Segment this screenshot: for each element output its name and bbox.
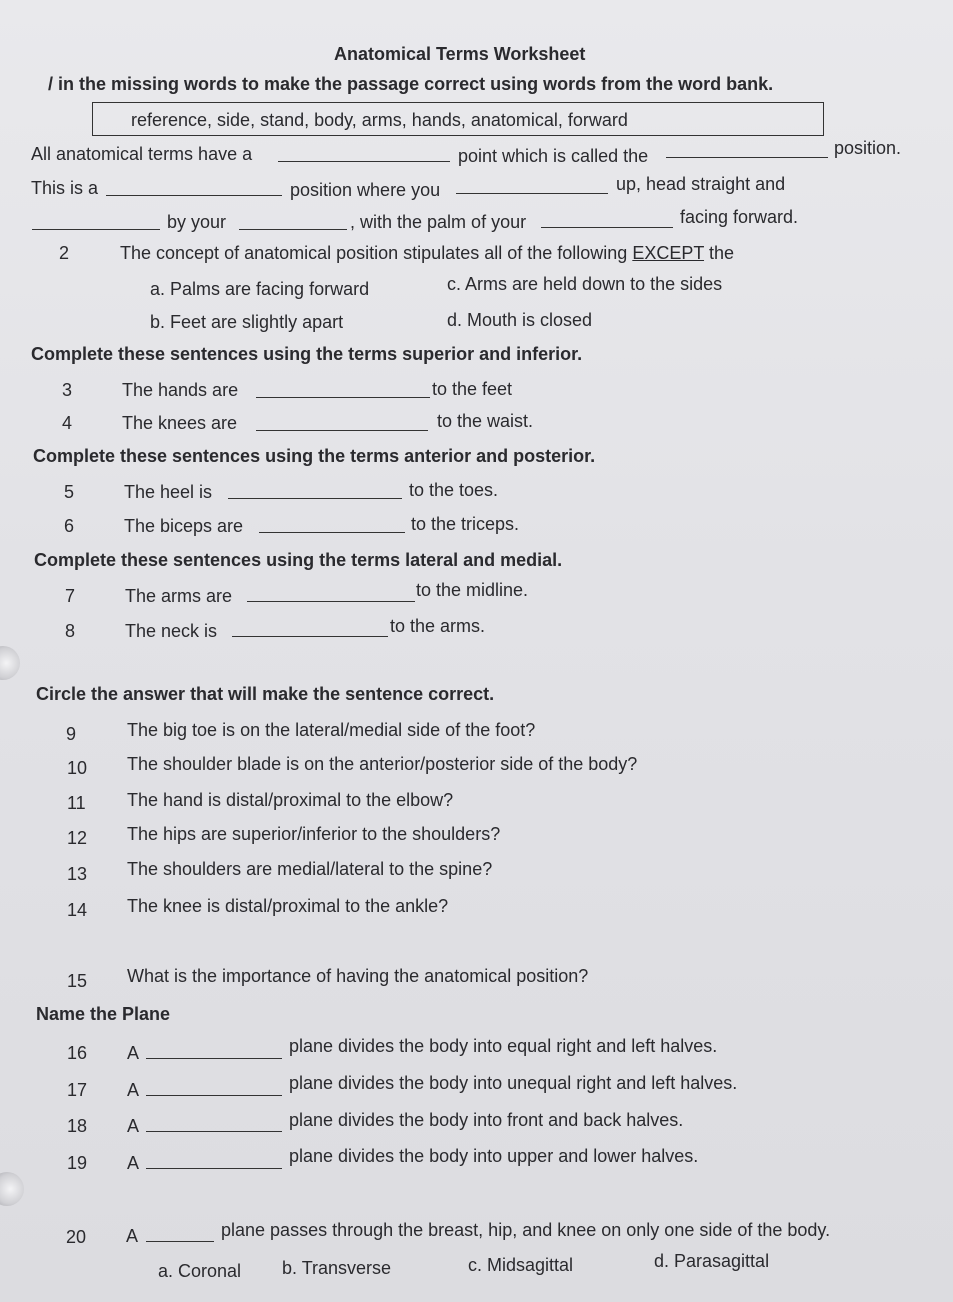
passage-text: position where you [290,180,441,200]
blank[interactable] [146,1116,282,1137]
choice-d[interactable]: d. Parasagittal [654,1251,770,1271]
blank[interactable] [247,586,415,607]
question-number: 7 [65,586,76,606]
blank[interactable] [456,178,608,199]
question-text[interactable]: The hips are superior/inferior to the shoulders? [127,824,501,844]
blank[interactable] [146,1153,282,1174]
blank[interactable] [106,180,282,201]
blank[interactable] [232,621,388,642]
binder-hole-bottom [0,1172,24,1206]
passage-text: point which is called the [458,146,649,166]
section-heading: Complete these sentences using the terms superior and inferior. [31,344,583,364]
choice-a[interactable]: a. Coronal [158,1261,242,1281]
question-text: plane divides the body into equal right and left halves. [289,1036,718,1056]
passage-text: All anatomical terms have a [31,144,253,164]
answer-letter: A [127,1153,140,1173]
question-text: to the toes. [409,480,499,500]
question-text: to the waist. [437,411,534,431]
question-text [120,243,734,264]
question-text: plane divides the body into upper and lower halves. [289,1146,699,1166]
answer-letter: A [127,1043,140,1063]
question-number: 8 [65,621,76,641]
question-number: 20 [66,1227,87,1247]
question-text[interactable]: The shoulders are medial/lateral to the spine? [127,859,493,879]
blank[interactable] [278,146,450,167]
question-text: The hands are [122,380,239,400]
question-text: What is the importance of having the anatomical position? [127,966,589,986]
blank[interactable] [239,214,347,235]
section-heading: Name the Plane [36,1004,171,1024]
question-number: 9 [66,724,77,744]
choice-d[interactable]: d. Mouth is closed [447,310,593,330]
question-number: 19 [67,1153,88,1173]
choice-c[interactable]: c. Arms are held down to the sides [447,274,723,294]
instruction: / in the missing words to make the passage correct using words from the word bank. [48,74,774,94]
question-text[interactable]: The shoulder blade is on the anterior/posterior side of the body? [127,754,638,774]
question-text: The arms are [125,586,233,606]
choice-b[interactable]: b. Feet are slightly apart [150,312,344,332]
question-number: 5 [64,482,75,502]
section-heading: Circle the answer that will make the sentence correct. [36,684,495,704]
question-number: 6 [64,516,75,536]
question-text[interactable]: The knee is distal/proximal to the ankle? [127,896,449,916]
question-text: The heel is [124,482,213,502]
choice-b[interactable]: b. Transverse [282,1258,392,1278]
passage-text: , with the palm of your [350,212,527,232]
blank[interactable] [256,415,428,436]
question-number: 15 [67,971,88,991]
passage-text: This is a [31,178,99,198]
question-text: plane divides the body into unequal right and left halves. [289,1073,738,1093]
question-text: plane divides the body into front and back halves. [289,1110,684,1130]
answer-letter: A [126,1226,139,1246]
question-text: The biceps are [124,516,244,536]
blank[interactable] [146,1080,282,1101]
question-number: 13 [67,864,88,884]
worksheet-title: Anatomical Terms Worksheet [334,44,586,64]
choice-a[interactable]: a. Palms are facing forward [150,279,370,299]
question-number: 2 [59,243,70,263]
question-number: 12 [67,828,88,848]
passage-text: by your [167,212,227,232]
question-text-post: the [709,243,735,263]
choice-c[interactable]: c. Midsagittal [468,1255,574,1275]
question-number: 11 [67,793,86,813]
blank[interactable] [666,142,828,163]
section-heading: Complete these sentences using the terms lateral and medial. [34,550,563,570]
blank[interactable] [259,517,405,538]
question-text: The neck is [125,621,218,641]
except-word: EXCEPT [632,243,705,263]
question-number: 4 [62,413,73,433]
question-text: to the feet [432,379,513,399]
question-text: to the arms. [390,616,486,636]
question-number: 10 [67,758,88,778]
section-heading: Complete these sentences using the terms anterior and posterior. [33,446,596,466]
passage-text: position. [834,138,902,158]
word-bank-text: reference, side, stand, body, arms, hands, anatomical, forward [131,110,628,130]
question-text: to the midline. [416,580,529,600]
answer-letter: A [127,1080,140,1100]
blank[interactable] [32,214,160,235]
question-number: 3 [62,380,73,400]
question-text: to the triceps. [411,514,520,534]
question-number: 14 [67,900,88,920]
binder-hole-top [0,646,20,680]
blank[interactable] [256,382,430,403]
passage-text: up, head straight and [616,174,786,194]
question-number: 17 [67,1080,88,1100]
question-text: The knees are [122,413,238,433]
question-text-pre: The concept of anatomical position stipulates all of the following [120,243,628,263]
question-text: plane passes through the breast, hip, and knee on only one side of the body. [221,1220,831,1240]
blank[interactable] [541,212,673,233]
question-text[interactable]: The hand is distal/proximal to the elbow? [127,790,454,810]
blank[interactable] [146,1043,282,1064]
blank[interactable] [146,1226,214,1247]
question-number: 16 [67,1043,88,1063]
answer-letter: A [127,1116,140,1136]
blank[interactable] [228,483,402,504]
question-text[interactable]: The big toe is on the lateral/medial side of the foot? [127,720,536,740]
question-number: 18 [67,1116,88,1136]
passage-text: facing forward. [680,207,799,227]
